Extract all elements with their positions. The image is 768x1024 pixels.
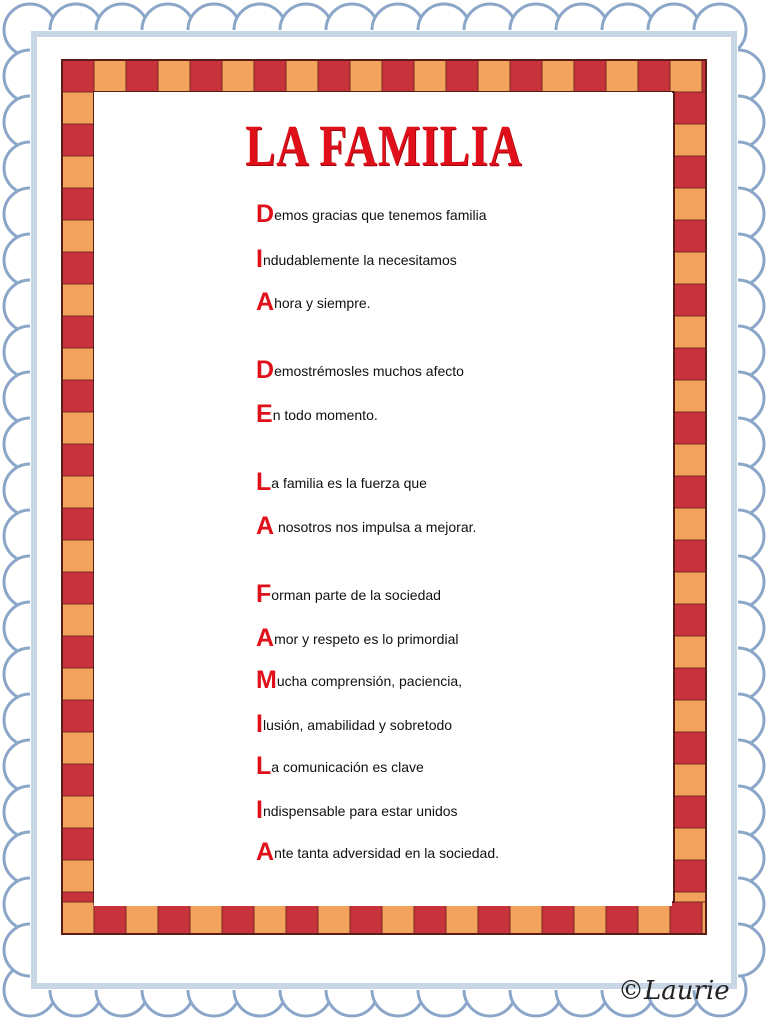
line-text: orman parte de la sociedad [271, 587, 441, 603]
line-initial: D [256, 356, 275, 384]
line-initial: I [256, 245, 263, 273]
line-initial: A [256, 288, 275, 316]
line-initial: M [256, 666, 277, 694]
line-text: a familia es la fuerza que [271, 475, 427, 491]
poem-line [256, 626, 458, 651]
artist-signature: ©Laurie [618, 976, 730, 1006]
poem-line [256, 290, 371, 315]
poem-line [256, 202, 487, 227]
line-initial: L [256, 752, 272, 780]
line-text: ndispensable para estar unidos [262, 803, 458, 819]
line-initial: I [256, 710, 263, 738]
poem-line [256, 582, 441, 607]
line-text: mor y respeto es lo primordial [274, 631, 459, 647]
poem-line [256, 358, 464, 383]
line-initial: L [256, 468, 272, 496]
line-text: nosotros nos impulsa a mejorar. [274, 519, 477, 535]
line-text: a comunicación es clave [271, 759, 424, 775]
line-text: ucha comprensión, paciencia, [276, 673, 463, 689]
line-initial: A [256, 512, 275, 540]
line-initial: E [256, 400, 273, 428]
poem-line [256, 470, 427, 495]
line-text: nte tanta adversidad en la sociedad. [274, 845, 499, 861]
line-text: n todo momento. [272, 407, 378, 423]
poem-line [256, 668, 462, 693]
line-initial: D [256, 200, 275, 228]
poem-line [256, 798, 458, 823]
line-text: emos gracias que tenemos familia [274, 207, 487, 223]
line-text: ndudablemente la necesitamos [262, 252, 457, 268]
poem-line [256, 402, 378, 427]
line-initial: A [256, 838, 275, 866]
line-text: lusión, amabilidad y sobretodo [262, 717, 453, 733]
poem-line [256, 514, 476, 539]
poem-line [256, 840, 499, 865]
line-initial: A [256, 624, 275, 652]
poem-line [256, 712, 452, 737]
line-text: hora y siempre. [274, 295, 371, 311]
poem-line [256, 247, 457, 272]
line-text: emostrémosles muchos afecto [274, 363, 464, 379]
line-initial: F [256, 580, 272, 608]
poem-title: LA FAMILIA [245, 113, 523, 178]
line-initial: I [256, 796, 263, 824]
poem-line [256, 754, 424, 779]
